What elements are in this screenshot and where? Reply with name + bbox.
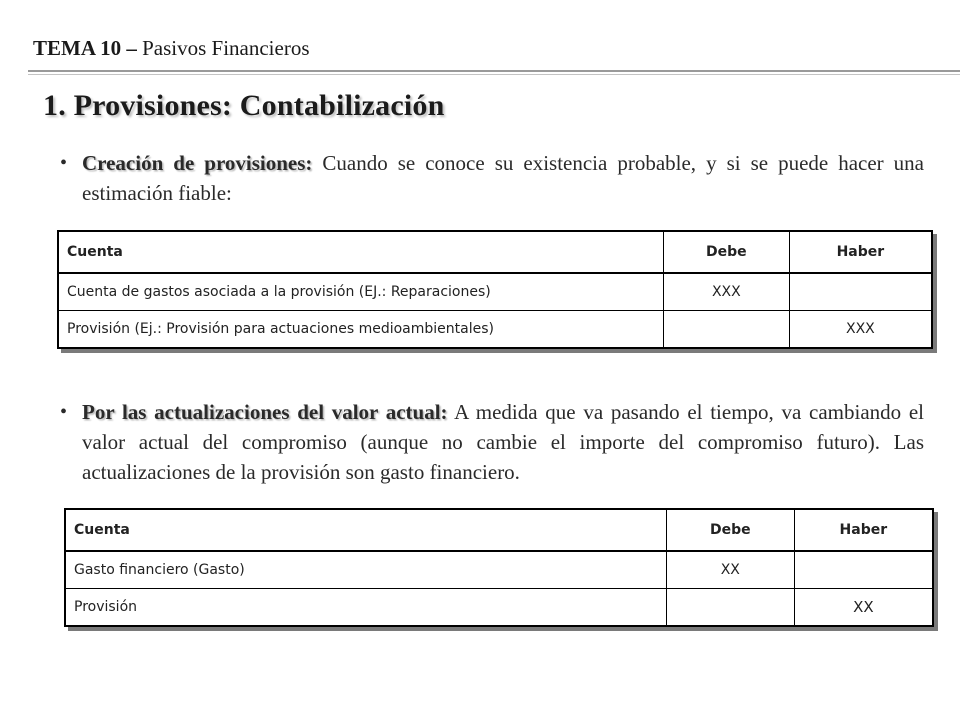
- bullet-body: A medida que va pasando el tiempo, va cambiando el valor actual del compromiso (aunque no cambie el importe del compromiso futuro). Las actualizaciones de la provisión son gasto financiero.: [82, 400, 924, 484]
- ledger-table-actualizacion: [64, 508, 934, 627]
- header-subject: Pasivos Financieros: [142, 36, 310, 60]
- bullet-body: Cuando se conoce su existencia probable, y si se puede hacer una estimación fiable:: [82, 151, 924, 205]
- col-header-debe: Debe: [663, 231, 789, 273]
- ledger-table-creacion: [57, 230, 933, 349]
- cell-cuenta: Provisión: [74, 599, 138, 615]
- bullet-actualizaciones: [60, 397, 924, 487]
- header-dash: –: [121, 36, 143, 60]
- cell-haber: XXX: [789, 311, 932, 349]
- cell-debe: [663, 311, 789, 349]
- cell-debe: XX: [666, 551, 794, 589]
- bullet-dot: •: [60, 401, 68, 423]
- col-header-debe: Debe: [666, 509, 794, 551]
- cell-debe: [666, 589, 794, 627]
- cell-cuenta: Gasto financiero (Gasto): [74, 562, 245, 578]
- table-row: [58, 311, 932, 349]
- header-rule-thin: [28, 74, 960, 75]
- bullet-text: [82, 148, 924, 208]
- bullet-dot: •: [60, 152, 68, 174]
- cell-cuenta: Cuenta de gastos asociada a la provisión (EJ.: Reparaciones): [67, 284, 491, 300]
- cell-haber: [794, 551, 933, 589]
- cell-cuenta: Provisión (Ej.: Provisión para actuaciones medioambientales): [67, 321, 494, 337]
- col-header-haber: Haber: [794, 509, 933, 551]
- bullet-text: [82, 397, 924, 487]
- table-row: [58, 273, 932, 311]
- col-header-haber: Haber: [789, 231, 932, 273]
- table-header-row: [65, 509, 933, 551]
- header-tema: TEMA 10: [33, 36, 122, 60]
- table-row: [65, 551, 933, 589]
- header-title: [33, 36, 310, 61]
- col-header-cuenta: Cuenta: [67, 244, 123, 260]
- table-row: [65, 589, 933, 627]
- bullet-lead: Por las actualizaciones del valor actual:: [82, 400, 448, 424]
- section-heading: 1. Provisiones: Contabilización: [43, 89, 445, 122]
- table-header-row: [58, 231, 932, 273]
- cell-debe: XXX: [663, 273, 789, 311]
- col-header-cuenta: Cuenta: [74, 522, 130, 538]
- bullet-creacion: [60, 148, 924, 208]
- header-rule: [28, 70, 960, 72]
- bullet-lead: Creación de provisiones:: [82, 151, 313, 175]
- cell-haber: XX: [794, 589, 933, 627]
- cell-haber: [789, 273, 932, 311]
